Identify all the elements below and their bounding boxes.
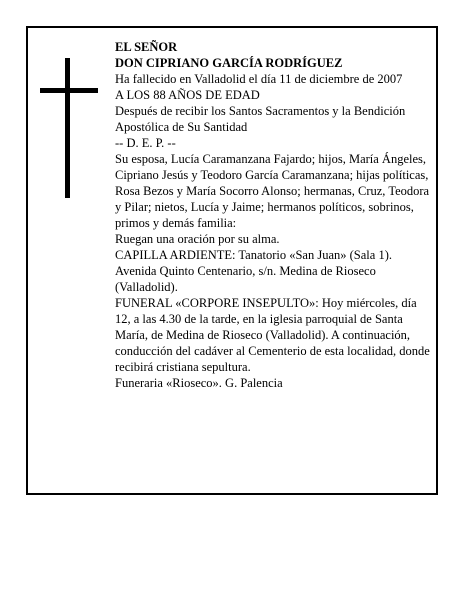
family-list: Su esposa, Lucía Caramanzana Fajardo; hijos, María Ángeles, Cipriano Jesús y Teodoro García Caramanzana; hijas políticas, Rosa Bezos y María Socorro Alonso; hermanas, Cruz, Teodora y Pilar; nietos, Lucía y Jaime; hermanos políticos, sobrinos, primos y demás familia: <box>115 152 430 230</box>
funeral-info: FUNERAL «CORPORE INSEPULTO»: Hoy miércoles, día 12, a las 4.30 de la tarde, en la iglesia parroquial de Santa María, de Medina de Rioseco (Valladolid). A continuación, conducción del cadáver al Cementerio de esta localidad, donde recibirá cristiana sepultura. <box>115 296 430 374</box>
age-statement: A LOS 88 AÑOS DE EDAD <box>115 88 260 102</box>
rip-line: -- D. E. P. -- <box>115 136 176 150</box>
notice-body <box>115 39 433 391</box>
notice-title-line1: EL SEÑOR <box>115 40 178 54</box>
death-statement: Ha fallecido en Valladolid el día 11 de diciembre de 2007 <box>115 72 403 86</box>
funeral-home: Funeraria «Rioseco». G. Palencia <box>115 376 283 390</box>
cross-vertical-bar <box>65 58 70 198</box>
sacraments-statement: Después de recibir los Santos Sacramentos y la Bendición Apostólica de Su Santidad <box>115 104 406 134</box>
notice-title-line2: DON CIPRIANO GARCÍA RODRÍGUEZ <box>115 56 343 70</box>
cross-icon <box>40 58 98 198</box>
cross-horizontal-bar <box>40 88 98 93</box>
obituary-notice <box>26 26 438 495</box>
chapel-info: CAPILLA ARDIENTE: Tanatorio «San Juan» (Sala 1). Avenida Quinto Centenario, s/n. Medina de Rioseco (Valladolid). <box>115 248 392 294</box>
prayer-request: Ruegan una oración por su alma. <box>115 232 280 246</box>
